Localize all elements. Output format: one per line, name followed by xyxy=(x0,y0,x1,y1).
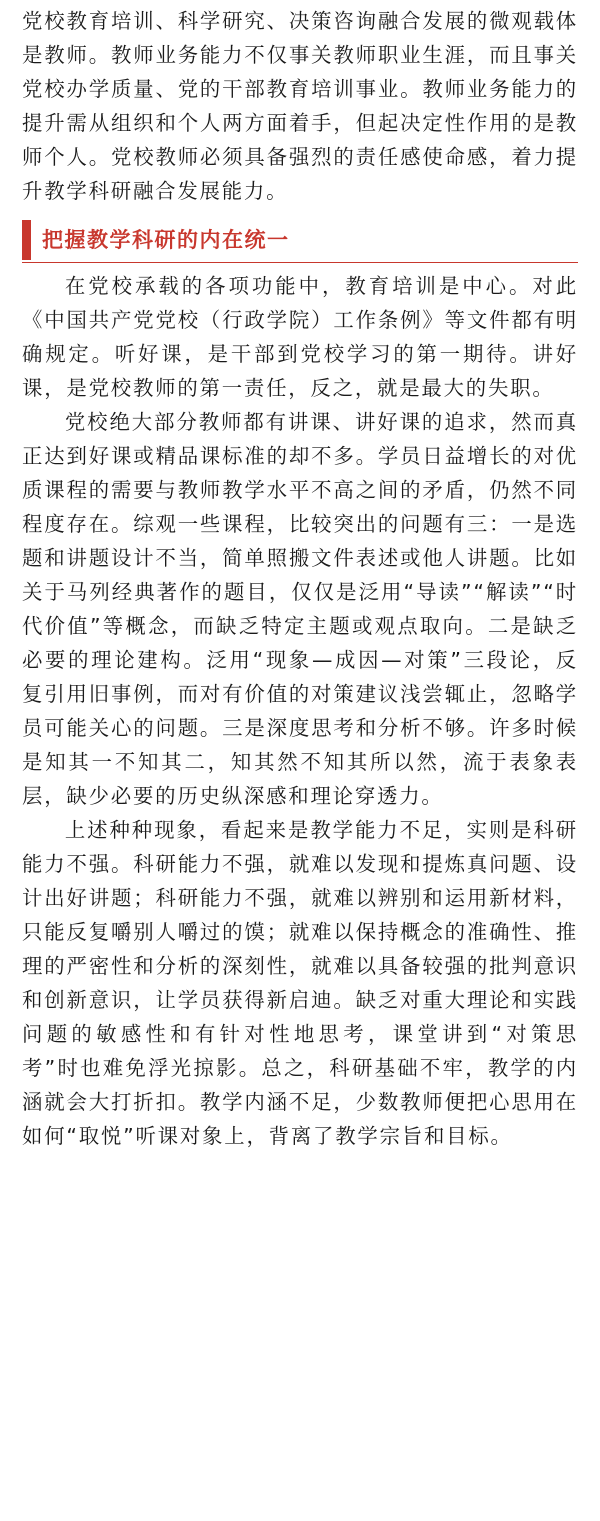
intro-paragraph: 党校教育培训、科学研究、决策咨询融合发展的微观载体是教师。教师业务能力不仅事关教师职业生涯，而且事关党校办学质量、党的干部教育培训事业。教师业务能力的提升需从组织和个人两方面着手，但起决定性作用的是教师个人。党校教师必须具备强烈的责任感使命感，着力提升教学科研融合发展能力。 xyxy=(22,9,578,203)
section-heading xyxy=(22,218,578,263)
body-paragraph-2: 党校绝大部分教师都有讲课、讲好课的追求，然而真正达到好课或精品课标准的却不多。学员日益增长的对优质课程的需要与教师教学水平不高之间的矛盾，仍然不同程度存在。综观一些课程，比较突出的问题有三：一是选题和讲题设计不当，简单照搬文件表述或他人讲题。比如关于马列经典著作的题目，仅仅是泛用“导读”“解读”“时代价值”等概念，而缺乏特定主题或观点取向。二是缺乏必要的理论建构。泛用“现象—成因—对策”三段论，反复引用旧事例，而对有价值的对策建议浅尝辄止，忽略学员可能关心的问题。三是深度思考和分析不够。许多时候是知其一不知其二，知其然不知其所以然，流于表象表层，缺少必要的历史纵深感和理论穿透力。 xyxy=(22,410,578,808)
section-title: 把握教学科研的内在统一 xyxy=(42,228,290,252)
heading-accent-bar xyxy=(22,220,31,260)
body-paragraph-1: 在党校承载的各项功能中，教育培训是中心。对此《中国共产党党校（行政学院）工作条例》等文件都有明确规定。听好课，是干部到党校学习的第一期待。讲好课，是党校教师的第一责任，反之，就是最大的失职。 xyxy=(22,274,578,400)
body-paragraph-3: 上述种种现象，看起来是教学能力不足，实则是科研能力不强。科研能力不强，就难以发现和提炼真问题、设计出好讲题；科研能力不强，就难以辨别和运用新材料，只能反复嚼别人嚼过的馍；就难以保持概念的准确性、推理的严密性和分析的深刻性，就难以具备较强的批判意识和创新意识，让学员获得新启迪。缺乏对重大理论和实践问题的敏感性和有针对性地思考，课堂讲到“对策思考”时也难免浮光掠影。总之，科研基础不牢，教学的内涵就会大打折扣。教学内涵不足，少数教师便把心思用在如何“取悦”听课对象上，背离了教学宗旨和目标。 xyxy=(22,818,578,1148)
